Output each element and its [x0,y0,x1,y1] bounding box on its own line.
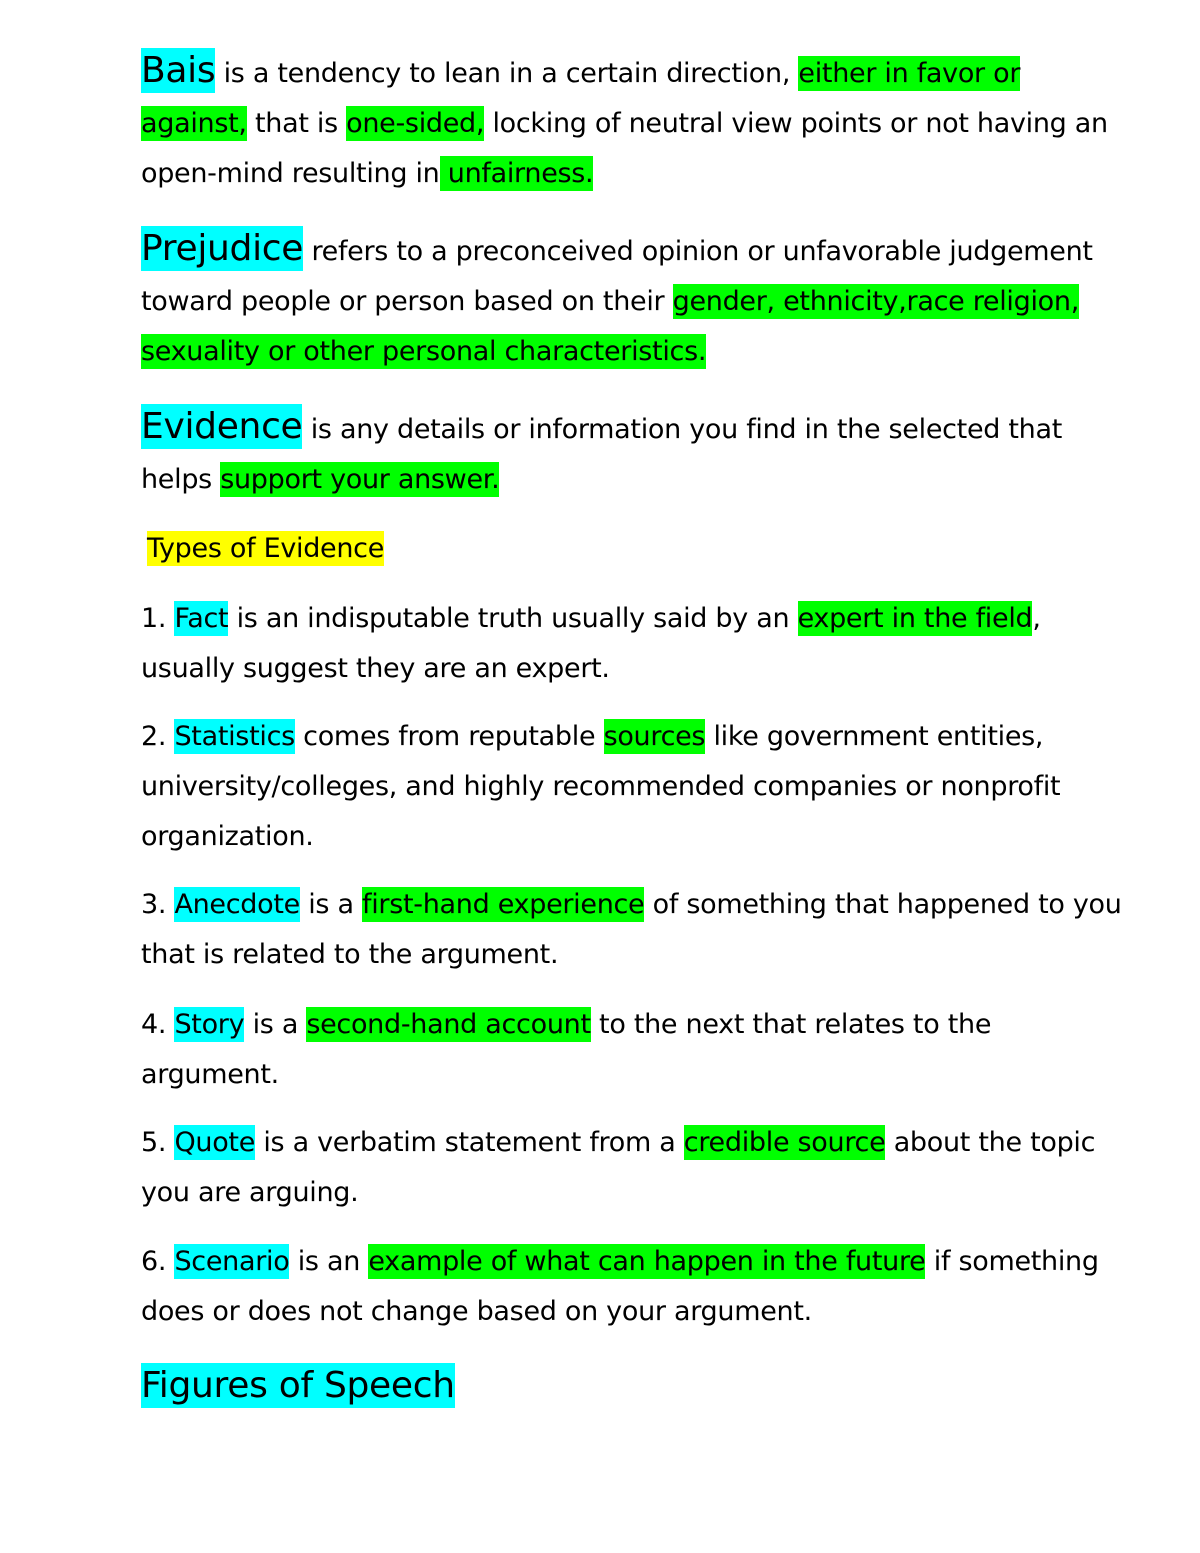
figures-of-speech-heading: Figures of Speech [141,1365,455,1406]
highlight-key: first-hand experience [362,889,645,920]
term-prejudice: Prejudice [141,228,304,269]
term-quote: Quote [174,1127,256,1158]
term-bias: Bais [141,50,216,91]
term-statistics: Statistics [174,721,295,752]
term-scenario: Scenario [174,1246,290,1277]
highlight-key: second-hand account [306,1009,591,1040]
prejudice-definition: Prejudice refers to a preconceived opinion or unfavorable judgement toward people or person based on their gender, ethnicity,race religion, sexuality or other personal characteristics. [141,228,1093,367]
term-story: Story [174,1009,245,1040]
bias-definition: Bais is a tendency to lean in a certain direction, either in favor or against, that is one-sided, locking of neutral view points or not having an open-mind resulting in unfairness. [141,50,1108,189]
highlight-support-answer: support your answer. [220,464,500,495]
evidence-type-item: 2. Statistics comes from reputable sources like government entities, university/colleges, and highly recommended companies or nonprofit organization. [141,721,1061,852]
evidence-definition: Evidence is any details or information you find in the selected that helps support your answer. [141,406,1063,495]
highlight-key: sources [603,721,706,752]
types-of-evidence-heading: Types of Evidence [147,533,385,564]
highlight-unfairness: unfairness. [439,158,594,189]
evidence-type-item: 6. Scenario is an example of what can happen in the future if something does or does not change based on your argument. [141,1246,1099,1327]
highlight-characteristics: gender, ethnicity,race religion, sexuality or other personal characteristics. [141,286,1079,367]
term-evidence: Evidence [141,406,303,447]
evidence-type-item: 4. Story is a second-hand account to the next that relates to the argument. [141,1009,992,1090]
term-fact: Fact [174,603,229,634]
evidence-type-item: 1. Fact is an indisputable truth usually said by an expert in the field, usually suggest they are an expert. [141,603,1041,684]
highlight-key: example of what can happen in the future [368,1246,926,1277]
highlight-key: expert in the field [797,603,1033,634]
evidence-type-item: 5. Quote is a verbatim statement from a credible source about the topic you are arguing. [141,1127,1096,1208]
evidence-type-item: 3. Anecdote is a first-hand experience of something that happened to you that is related to the argument. [141,889,1122,970]
term-anecdote: Anecdote [174,889,300,920]
highlight-one-sided: one-sided, [346,108,485,139]
highlight-either-in-favor: either in favor or against, [141,58,1021,139]
highlight-key: credible source [683,1127,886,1158]
